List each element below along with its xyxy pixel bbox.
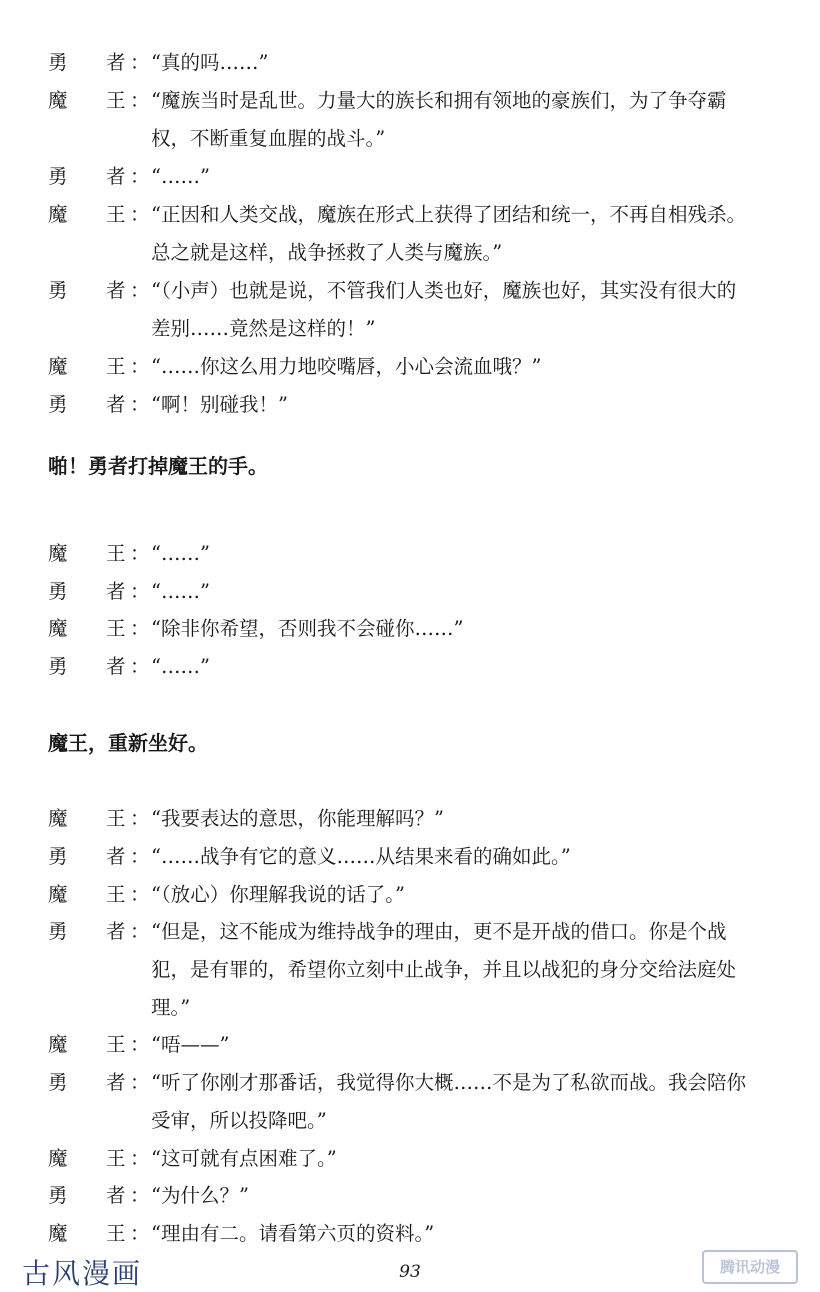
dialogue-text: “……” <box>151 165 210 188</box>
speaker-colon: ： <box>130 393 150 416</box>
speaker-colon: ： <box>130 279 150 302</box>
watermark-logo-right: 腾讯动漫 <box>702 1250 798 1284</box>
dialogue-text: 理。” <box>151 996 191 1019</box>
speaker-colon: ： <box>130 1147 150 1170</box>
speaker-char-1: 魔 <box>48 1147 68 1170</box>
dialogue-text: “为什么？” <box>151 1184 249 1207</box>
speaker-colon: ： <box>130 355 150 378</box>
speaker-char-1: 勇 <box>48 393 68 416</box>
speaker-char-2: 者 <box>106 655 126 678</box>
speaker-char-2: 者 <box>106 393 126 416</box>
dialogue-text: 受审，所以投降吧。” <box>151 1109 327 1132</box>
dialogue-text: “我要表达的意思，你能理解吗？” <box>151 807 444 830</box>
speaker-char-1: 勇 <box>48 580 68 603</box>
narration-sit: 魔王，重新坐好。 <box>48 731 208 755</box>
speaker-char-2: 者 <box>106 580 126 603</box>
dialogue-text: “……” <box>151 580 210 603</box>
speaker-char-2: 王 <box>106 89 126 112</box>
speaker-colon: ： <box>130 542 150 565</box>
speaker-colon: ： <box>130 1033 150 1056</box>
dialogue-text: “但是，这不能成为维持战争的理由，更不是开战的借口。你是个战 <box>151 920 727 943</box>
speaker-char-1: 勇 <box>48 279 68 302</box>
speaker-char-1: 勇 <box>48 1071 68 1094</box>
speaker-colon: ： <box>130 920 150 943</box>
dialogue-text: “除非你希望，否则我不会碰你……” <box>151 617 464 640</box>
speaker-char-1: 魔 <box>48 617 68 640</box>
speaker-char-1: 魔 <box>48 883 68 906</box>
speaker-char-2: 者 <box>106 279 126 302</box>
speaker-char-1: 魔 <box>48 355 68 378</box>
dialogue-text: “真的吗……” <box>151 51 269 74</box>
narration-slap: 啪！勇者打掉魔王的手。 <box>48 454 268 478</box>
speaker-colon: ： <box>130 845 150 868</box>
speaker-char-2: 王 <box>106 203 126 226</box>
speaker-char-1: 魔 <box>48 1222 68 1245</box>
dialogue-text: 差别……竟然是这样的！” <box>151 317 376 340</box>
speaker-char-1: 魔 <box>48 1033 68 1056</box>
dialogue-text: 总之就是这样，战争拯救了人类与魔族。” <box>151 241 503 264</box>
speaker-colon: ： <box>130 51 150 74</box>
speaker-char-2: 者 <box>106 51 126 74</box>
dialogue-text: “……” <box>151 542 210 565</box>
dialogue-text: “这可就有点困难了。” <box>151 1147 337 1170</box>
speaker-char-2: 者 <box>106 1184 126 1207</box>
speaker-char-2: 王 <box>106 1222 126 1245</box>
speaker-colon: ： <box>130 655 150 678</box>
speaker-char-1: 魔 <box>48 203 68 226</box>
speaker-char-1: 勇 <box>48 655 68 678</box>
speaker-colon: ： <box>130 203 150 226</box>
speaker-char-1: 魔 <box>48 807 68 830</box>
dialogue-text: “理由有二。请看第六页的资料。” <box>151 1222 435 1245</box>
dialogue-text: “唔——” <box>151 1033 230 1056</box>
speaker-colon: ： <box>130 1222 150 1245</box>
speaker-char-2: 者 <box>106 165 126 188</box>
dialogue-text: “……你这么用力地咬嘴唇，小心会流血哦？” <box>151 355 542 378</box>
speaker-char-2: 者 <box>106 845 126 868</box>
speaker-colon: ： <box>130 807 150 830</box>
speaker-char-2: 王 <box>106 355 126 378</box>
speaker-char-1: 勇 <box>48 165 68 188</box>
dialogue-text: 权，不断重复血腥的战斗。” <box>151 127 386 150</box>
speaker-colon: ： <box>130 1184 150 1207</box>
speaker-char-2: 王 <box>106 542 126 565</box>
speaker-char-2: 王 <box>106 883 126 906</box>
speaker-char-1: 魔 <box>48 89 68 112</box>
speaker-char-1: 勇 <box>48 845 68 868</box>
speaker-colon: ： <box>130 89 150 112</box>
dialogue-text: “啊！别碰我！” <box>151 393 288 416</box>
speaker-char-1: 勇 <box>48 920 68 943</box>
speaker-char-2: 者 <box>106 920 126 943</box>
watermark-logo-left: 古风漫画 <box>22 1257 143 1290</box>
dialogue-text: “……” <box>151 655 210 678</box>
speaker-char-2: 王 <box>106 1147 126 1170</box>
dialogue-text: “（小声）也就是说，不管我们人类也好，魔族也好，其实没有很大的 <box>151 279 737 302</box>
dialogue-text: “听了你刚才那番话，我觉得你大概……不是为了私欲而战。我会陪你 <box>151 1071 746 1094</box>
speaker-colon: ： <box>130 883 150 906</box>
speaker-char-2: 王 <box>106 617 126 640</box>
speaker-char-1: 勇 <box>48 51 68 74</box>
dialogue-text: “……战争有它的意义……从结果来看的确如此。” <box>151 845 571 868</box>
speaker-colon: ： <box>130 165 150 188</box>
page-number: 93 <box>399 1262 421 1282</box>
dialogue-text: “魔族当时是乱世。力量大的族长和拥有领地的豪族们，为了争夺霸 <box>151 89 727 112</box>
speaker-char-2: 者 <box>106 1071 126 1094</box>
speaker-colon: ： <box>130 580 150 603</box>
dialogue-text: “（放心）你理解我说的话了。” <box>151 883 405 906</box>
speaker-char-2: 王 <box>106 1033 126 1056</box>
speaker-colon: ： <box>130 617 150 640</box>
speaker-char-1: 魔 <box>48 542 68 565</box>
speaker-colon: ： <box>130 1071 150 1094</box>
speaker-char-1: 勇 <box>48 1184 68 1207</box>
dialogue-text: “正因和人类交战，魔族在形式上获得了团结和统一，不再自相残杀。 <box>151 203 746 226</box>
speaker-char-2: 王 <box>106 807 126 830</box>
dialogue-text: 犯，是有罪的，希望你立刻中止战争，并且以战犯的身分交给法庭处 <box>151 958 737 981</box>
